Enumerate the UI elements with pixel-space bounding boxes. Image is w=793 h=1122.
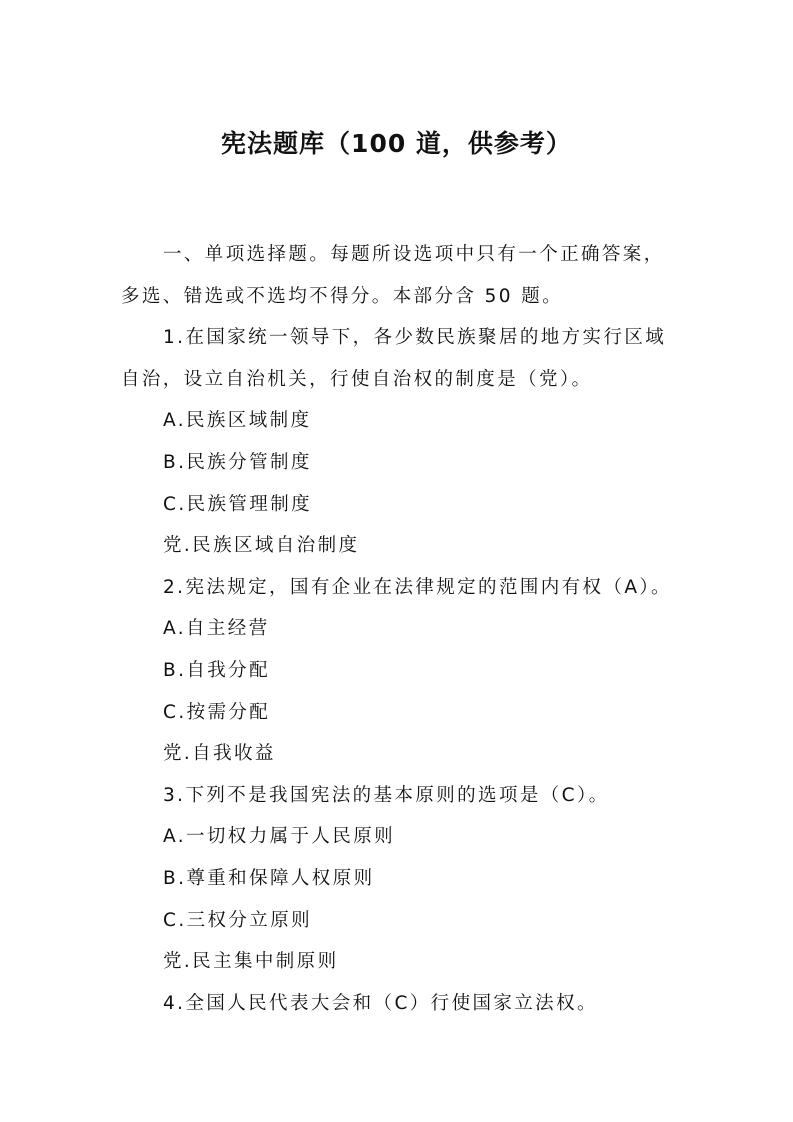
option-line: C.民族管理制度 [163,493,312,515]
paragraph-line: 多选、错选或不选均不得分。本部分含 50 题。 [121,285,564,307]
question-line: 2.宪法规定，国有企业在法律规定的范围内有权（A）。 [163,576,672,598]
paragraph-line: 一、单项选择题。每题所设选项中只有一个正确答案， [163,244,665,265]
question-line: 3.下列不是我国宪法的基本原则的选项是（C）。 [163,784,610,806]
option-line: B.自我分配 [163,659,270,681]
option-line: C.按需分配 [163,701,271,723]
option-line: A.自主经营 [163,618,270,640]
option-line: C.三权分立原则 [163,909,312,931]
option-line: B.尊重和保障人权原则 [163,867,375,889]
question-line: 自治，设立自治机关，行使自治权的制度是（党）。 [121,368,593,390]
page-title: 宪法题库（100 道，供参考） [221,129,572,158]
option-line: A.一切权力属于人民原则 [163,826,396,848]
option-line: 党.民族区域自治制度 [163,535,360,557]
option-line: 党.自我收益 [163,743,276,765]
option-line: A.民族区域制度 [163,410,312,432]
option-line: B.民族分管制度 [163,451,312,473]
option-line: 党.民主集中制原则 [163,951,339,973]
question-line: 1.在国家统一领导下，各少数民族聚居的地方实行区域 [163,327,667,349]
question-line: 4.全国人民代表大会和（C）行使国家立法权。 [163,992,598,1014]
document-body [121,234,681,1024]
